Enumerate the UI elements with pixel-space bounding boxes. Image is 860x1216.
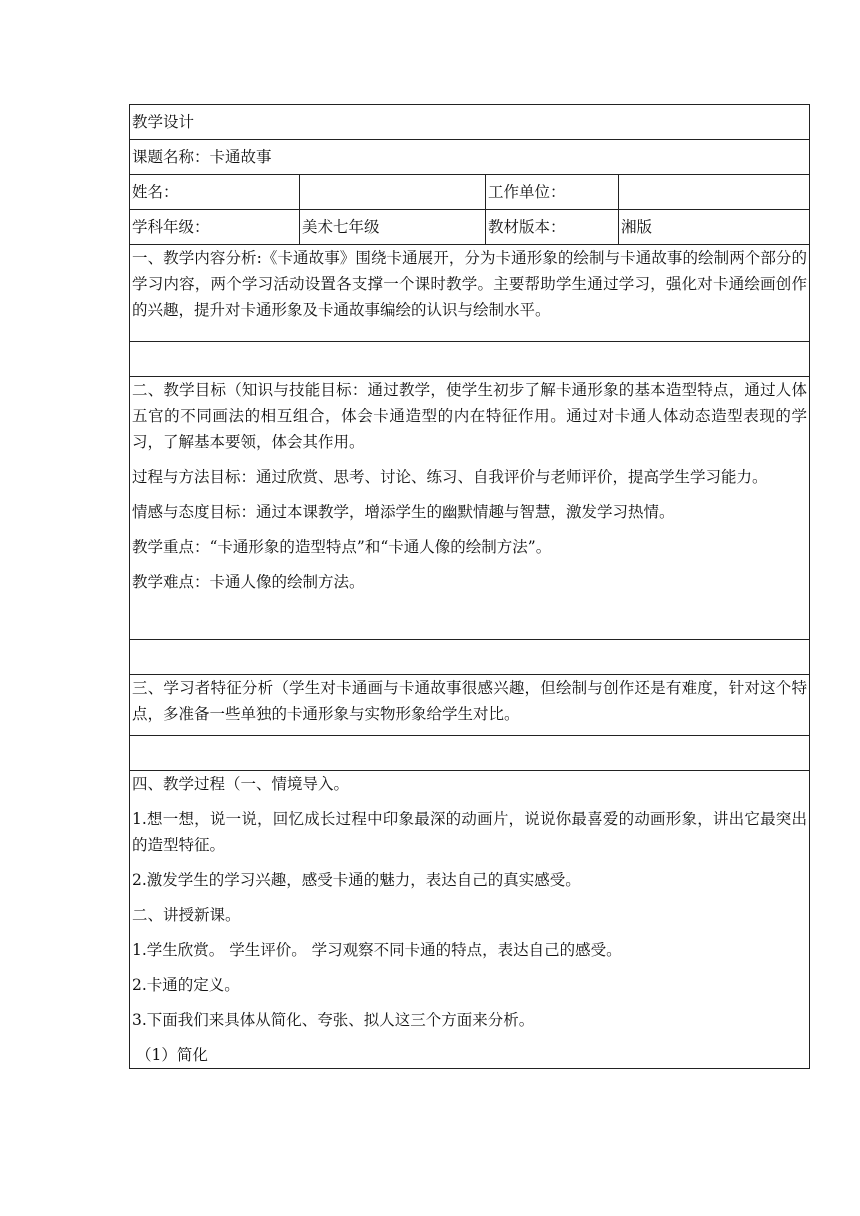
- section-teaching-process: [130, 771, 810, 1069]
- name-label: 姓名：: [130, 175, 300, 210]
- process-simplify: （1）简化: [136, 1046, 208, 1064]
- lesson-plan-table: [129, 104, 810, 1069]
- header-row: [130, 105, 810, 140]
- objectives-process: 过程与方法目标：通过欣赏、思考、讨论、练习、自我评价与老师评价，提高学生学习能力。: [132, 468, 768, 486]
- process-appreciate: 1.学生欣赏。 学生评价。 学习观察不同卡通的特点，表达自己的感受。: [132, 941, 622, 959]
- blank-cell: [130, 342, 810, 377]
- topic-name: 课题名称：卡通故事: [130, 140, 810, 175]
- process-new-lesson: 二、讲授新课。: [132, 906, 241, 924]
- section-objectives: [130, 377, 810, 640]
- process-step-1: 1.想一想，说一说，回忆成长过程中印象最深的动画片，说说你最喜爱的动画形象，讲出它最突出的造型特征。: [132, 810, 808, 854]
- grade-label: 学科年级：: [130, 210, 300, 245]
- blank-cell: [130, 736, 810, 771]
- blank-row-2: [130, 640, 810, 675]
- process-definition: 2.卡通的定义。: [132, 976, 240, 994]
- content-analysis-text: 一、教学内容分析:《卡通故事》围绕卡通展开，分为卡通形象的绘制与卡通故事的绘制两个部分的学习内容，两个学习活动设置各支撑一个课时教学。主要帮助学生通过学习，强化对卡通绘画创作的兴趣，提升对卡通形象及卡通故事编绘的认识与绘制水平。: [132, 249, 808, 319]
- unit-label: 工作单位：: [486, 175, 619, 210]
- name-value: [300, 175, 486, 210]
- section-content-analysis: [130, 245, 810, 342]
- unit-value: [619, 175, 810, 210]
- edition-value: 湘版: [619, 210, 810, 245]
- teaching-difficulty: 教学难点：卡通人像的绘制方法。: [132, 573, 365, 591]
- info-row-name: [130, 175, 810, 210]
- objectives-knowledge: 二、教学目标（知识与技能目标：通过教学，使学生初步了解卡通形象的基本造型特点，通过人体五官的不同画法的相互组合，体会卡通造型的内在特征作用。通过对卡通人体动态造型表现的学习，了解基本要领，体会其作用。: [132, 381, 808, 451]
- learner-analysis-text: 三、学习者特征分析（学生对卡通画与卡通故事很感兴趣，但绘制与创作还是有难度，针对这个特点，多准备一些单独的卡通形象与实物形象给学生对比。: [132, 679, 808, 723]
- blank-row-3: [130, 736, 810, 771]
- grade-value: 美术七年级: [300, 210, 486, 245]
- process-step-2: 2.激发学生的学习兴趣，感受卡通的魅力，表达自己的真实感受。: [132, 871, 581, 889]
- section-learner-analysis: [130, 675, 810, 736]
- info-row-grade: [130, 210, 810, 245]
- blank-cell: [130, 640, 810, 675]
- process-analysis: 3.下面我们来具体从简化、夸张、拟人这三个方面来分析。: [132, 1011, 535, 1029]
- process-heading: 四、教学过程（一、情境导入。: [132, 775, 350, 793]
- topic-row: [130, 140, 810, 175]
- objectives-emotion: 情感与态度目标：通过本课教学，增添学生的幽默情趣与智慧，激发学习热情。: [132, 503, 675, 521]
- edition-label: 教材版本：: [486, 210, 619, 245]
- doc-title: 教学设计: [130, 105, 810, 140]
- blank-row-1: [130, 342, 810, 377]
- teaching-key-point: 教学重点：“卡通形象的造型特点”和“卡通人像的绘制方法”。: [132, 538, 552, 556]
